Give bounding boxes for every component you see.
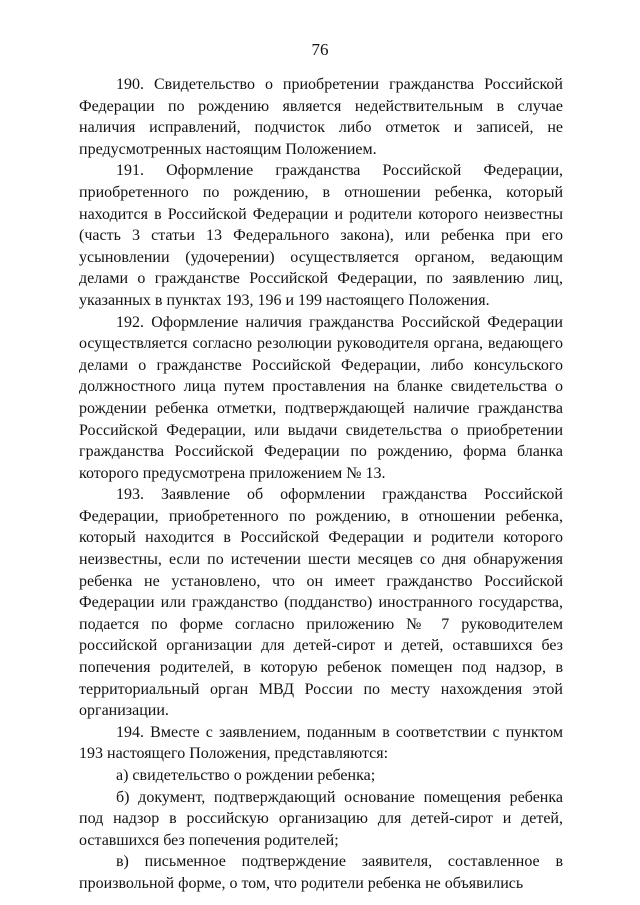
list-item-a: а) свидетельство о рождении ребенка; <box>116 767 376 784</box>
list-item-b: б) документ, подтверждающий основание помещения ребенка под надзор в российскую организацию для детей-сирот и детей, оставшихся без попечения родителей; <box>79 788 563 849</box>
paragraph-193: 193. Заявление об оформлении гражданства Российской Федерации, приобретенного по рождению, в отношении ребенка, который находится в Российской Федерации и родители которого неизвестны, если по истечении шести месяцев со дня обнаружения ребенка не установлено, что он имеет гражданство Российской Федерации или гражданство (подданство) иностранного государства, подается по форме согласно приложению № 7 руководителем российской организации для детей-сирот и детей, оставшихся без попечения родителей, в которую ребенок помещен под надзор, в территориальный орган МВД России по месту нахождения этой организации. <box>79 486 563 720</box>
paragraph-191: 191. Оформление гражданства Российской Федерации, приобретенного по рождению, в отношении ребенка, который находится в Российской Федерации и родители которого неизвестны (часть 3 статьи 13 Федерального закона), или ребенка при его усыновлении (удочерении) осуществляется органом, ведающим делами о гражданстве Российской Федерации, по заявлению лиц, указанных в пунктах 193, 196 и 199 настоящего Положения. <box>79 162 563 309</box>
page-number: 76 <box>311 40 329 59</box>
document-body <box>79 74 563 895</box>
paragraph-192: 192. Оформление наличия гражданства Российской Федерации осуществляется согласно резолюции руководителя органа, ведающего делами о гражданстве Российской Федерации, либо консульского должностного лица путем проставления на бланке свидетельства о рождении ребенка отметки, подтверждающей наличие гражданства Российской Федерации, или выдачи свидетельства о приобретении гражданства Российской Федерации по рождению, форма бланка которого предусмотрена приложением № 13. <box>79 313 563 482</box>
list-item-v: в) письменное подтверждение заявителя, составленное в произвольной форме, о том, что родители ребенка не объявились <box>79 853 563 892</box>
paragraph-190: 190. Свидетельство о приобретении гражданства Российской Федерации по рождению является недействительным в случае наличия исправлений, подчисток либо отметок и записей, не предусмотренных настоящим Положением. <box>79 76 563 158</box>
paragraph-194: 194. Вместе с заявлением, поданным в соответствии с пунктом 193 настоящего Положения, представляются: <box>79 723 563 763</box>
